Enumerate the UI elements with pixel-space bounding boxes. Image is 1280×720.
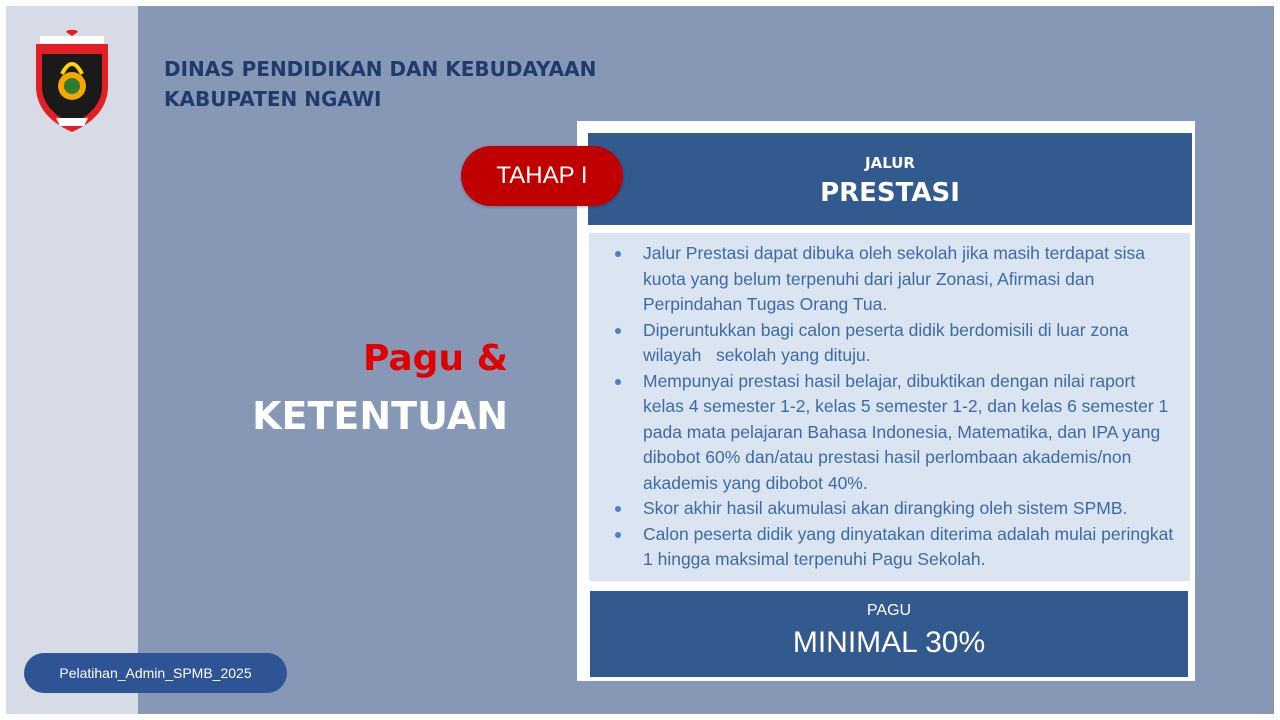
- rules-list: [589, 233, 1190, 573]
- card-header-small-label: JALUR: [865, 154, 915, 172]
- card-body: [589, 233, 1190, 581]
- list-item: Diperuntukkan bagi calon peserta didik berdomisili di luar zona wilayah sekolah yang dituju.: [643, 318, 1180, 369]
- card-header-title: PRESTASI: [820, 178, 960, 208]
- info-card: [577, 121, 1195, 681]
- section-title-ketentuan: KETENTUAN: [252, 394, 508, 438]
- pagu-label: PAGU: [866, 602, 912, 619]
- list-item: Mempunyai prestasi hasil belajar, dibuktikan dengan nilai raport kelas 4 semester 1-2, kelas 5 semester 1-2, dan kelas 6 semester 1 pada mata pelajaran Bahasa Indonesia, Matematika, dan IPA yang dibobot 60% dan/atau prestasi hasil perlombaan akademis/non akademis yang dibobot 40%.: [643, 369, 1180, 497]
- organization-name: [164, 54, 596, 114]
- pagu-value: MINIMAL 30%: [792, 626, 986, 659]
- card-footer: [590, 591, 1188, 677]
- stage-badge: TAHAP I: [461, 146, 623, 206]
- card-header: [588, 133, 1192, 225]
- section-title-pagu: Pagu &: [362, 338, 508, 379]
- ngawi-regency-emblem-icon: [30, 30, 114, 134]
- org-name-line1: DINAS PENDIDIKAN DAN KEBUDAYAAN: [164, 57, 597, 81]
- list-item: Jalur Prestasi dapat dibuka oleh sekolah jika masih terdapat sisa kuota yang belum terpenuhi dari jalur Zonasi, Afirmasi dan Perpindahan Tugas Orang Tua.: [643, 241, 1180, 318]
- list-item: Skor akhir hasil akumulasi akan dirangking oleh sistem SPMB.: [643, 496, 1180, 522]
- slide: [6, 6, 1274, 714]
- footer-label: Pelatihan_Admin_SPMB_2025: [24, 653, 287, 693]
- list-item: Calon peserta didik yang dinyatakan diterima adalah mulai peringkat 1 hingga maksimal terpenuhi Pagu Sekolah.: [643, 522, 1180, 573]
- org-name-line2: KABUPATEN NGAWI: [164, 87, 382, 111]
